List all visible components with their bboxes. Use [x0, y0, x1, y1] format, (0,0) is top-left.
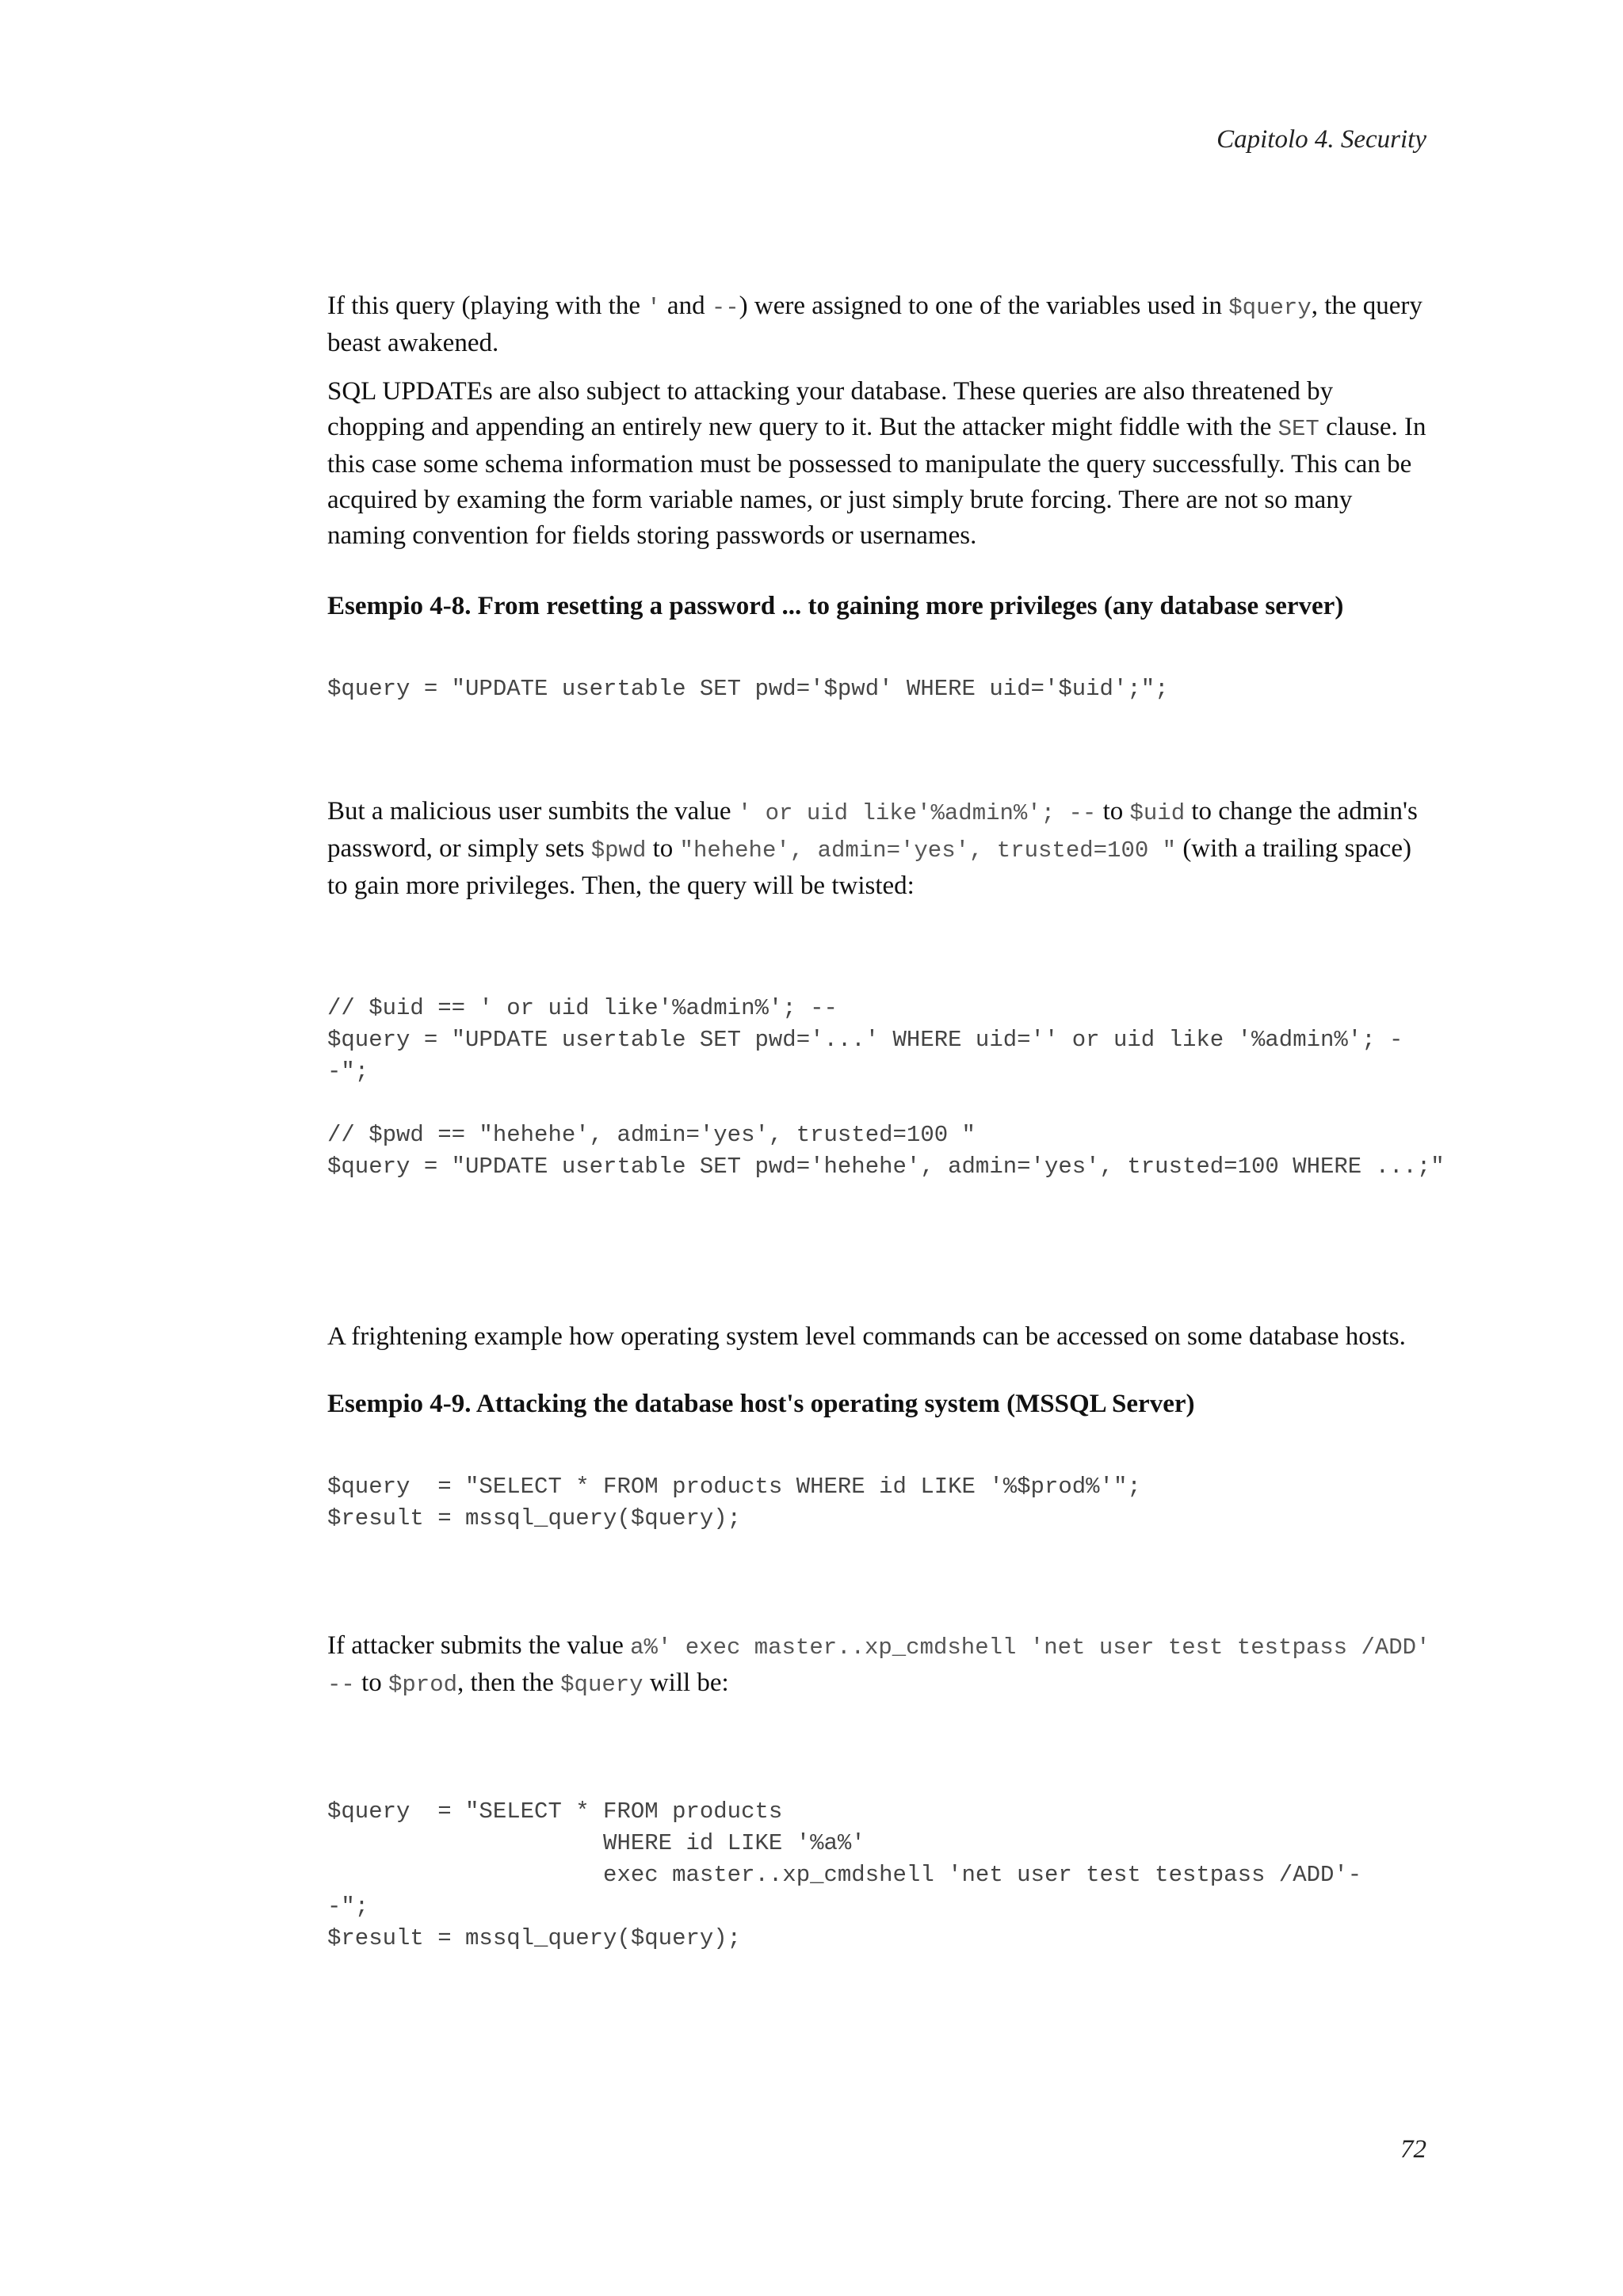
text: SQL UPDATEs are also subject to attacking your database. These queries are also threatened by chopping and appending an entirely new query to it. But the attacker might fiddle with the — [327, 377, 1334, 441]
text: to — [1096, 797, 1130, 826]
paragraph-sql-updates — [327, 374, 1437, 554]
inline-code: $prod — [388, 1672, 457, 1698]
inline-code: ' — [647, 295, 661, 321]
paragraph-os-commands: A frightening example how operating system level commands can be accessed on some database hosts. — [327, 1322, 1406, 1351]
inline-code: $query — [560, 1672, 643, 1698]
inline-code: a%' exec master..xp_cmdshell 'net user test testpass /ADD' -- — [327, 1634, 1430, 1698]
paragraph-attacker-submits — [327, 1628, 1437, 1703]
inline-code: -- — [711, 295, 739, 321]
paragraph-malicious-user — [327, 794, 1437, 904]
example-4-9-code: $query = "SELECT * FROM products WHERE id LIKE '%$prod%'"; $result = mssql_query($query); — [327, 1474, 1141, 1531]
page-number: 72 — [1400, 2135, 1426, 2164]
text: to — [354, 1669, 388, 1697]
text: If attacker submits the value — [327, 1631, 631, 1660]
text: (with a trailing space) to gain more privileges. Then, the query will be twisted: — [327, 834, 1411, 900]
text: But a malicious user sumbits the value — [327, 797, 738, 826]
text: , then the — [457, 1669, 561, 1697]
inline-code: $query — [1228, 295, 1312, 321]
twisted-query-code: // $uid == ' or uid like'%admin%'; -- $query = "UPDATE usertable SET pwd='...' WHERE uid='' or uid like '%admin%'; - -"; // $pwd == "hehehe', admin='yes', trusted=100 " $query = "UPDATE usertable SET pwd='hehehe', admin='yes', trusted=100 WHERE ...;" — [327, 995, 1445, 1180]
example-4-8-code: $query = "UPDATE usertable SET pwd='$pwd' WHERE uid='$uid';"; — [327, 676, 1169, 702]
running-header: Capitolo 4. Security — [1216, 125, 1426, 154]
paragraph-query-beast — [327, 288, 1437, 361]
text: ) were assigned to one of the variables used in — [739, 292, 1229, 320]
text: If this query (playing with the — [327, 292, 647, 320]
injected-query-code: $query = "SELECT * FROM products WHERE id LIKE '%a%' exec master..xp_cmdshell 'net user test testpass /ADD'- -"; $result = mssql_query($query); — [327, 1798, 1362, 1951]
main-content — [327, 288, 1445, 1955]
inline-code: ' or uid like'%admin%'; -- — [737, 800, 1097, 826]
text: to — [646, 834, 680, 863]
inline-code: SET — [1277, 416, 1319, 442]
text: and — [660, 292, 712, 320]
example-4-8-title: Esempio 4-8. From resetting a password ... to gaining more privileges (any database server) — [327, 592, 1344, 620]
example-4-9-title: Esempio 4-9. Attacking the database host's operating system (MSSQL Server) — [327, 1390, 1195, 1418]
inline-code: "hehehe', admin='yes', trusted=100 " — [679, 837, 1177, 864]
inline-code: $uid — [1129, 800, 1186, 826]
text: clause. In this case some schema information must be possessed to manipulate the query successfully. This can be acquired by examing the form variable names, or just simply brute forcing. There are not so many naming convention for fields storing passwords or usernames. — [327, 413, 1426, 550]
text: , the query beast awakened. — [327, 292, 1423, 357]
text: to change the admin's password, or simply sets — [327, 797, 1418, 863]
text: will be: — [643, 1669, 729, 1697]
inline-code: $pwd — [590, 837, 647, 864]
